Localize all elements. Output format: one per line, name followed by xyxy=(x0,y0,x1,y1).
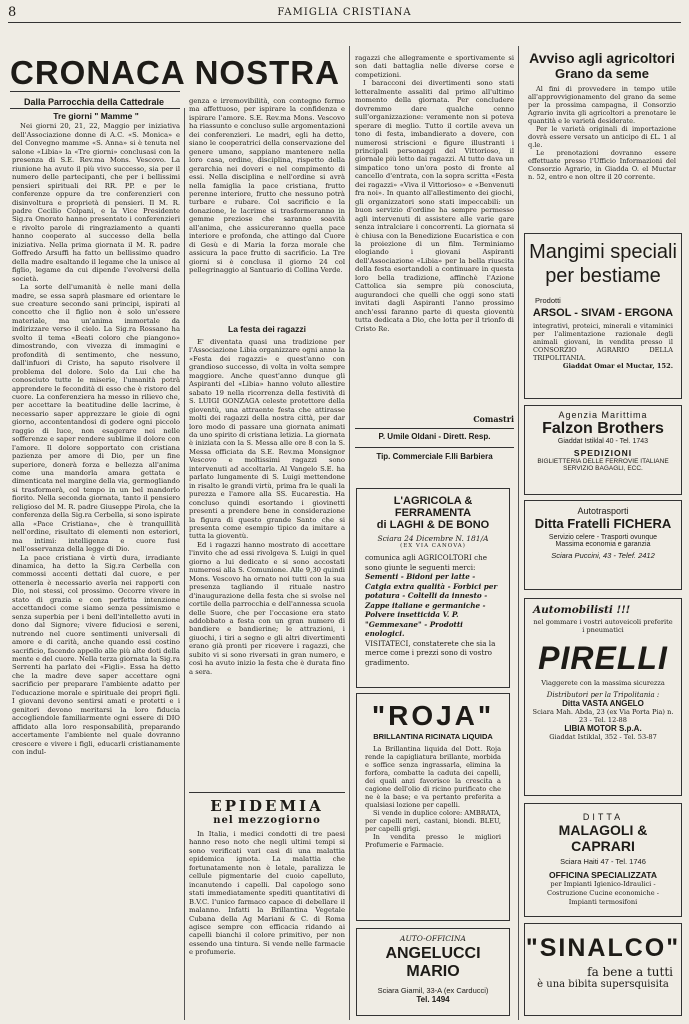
ad-mangimi-line2: per bestiame xyxy=(545,265,661,287)
ad-pirelli-dist2-address: Giaddat Istiklal, 352 - Tel. 53-87 xyxy=(549,733,657,741)
ad-falzon-address: Giaddat Istiklal 40 - Tel. 1743 xyxy=(557,438,649,445)
article-mamme xyxy=(12,112,180,1017)
section-title: CRONACA NOSTRA xyxy=(10,54,340,91)
imprint-rule xyxy=(355,428,514,429)
article-mamme-paragraph: Nei giorni 20, 21, 22, Maggio per iniziativa dell'Associazione donne di A.C. «S. Monica» e del Convegno mamme «S. Anna» si è tenuta nel salone «Libia» la «Tre giorni» conclusasi con la presenza di S.E. Rev.ma Mons. Vescovo. La riunione ha avuto il più vivo successo, sia per il numero delle partecipanti, che per i bellissimi pensieri spirituali dei RR. PP. e per le conferenze oppure da tre conferenzieri con disinvoltura e proprietà di pensieri. Il M. R. padre Cecilio Colpani, e la Vice Presidente Sig.ra Onorato hanno presentato i conferenzieri e rivolto parole di ringraziamento a quanti hanno cooperato al successo della bella iniziativa. Nella prima giornata il M. R. padre Goffredo Arsuffi ha fatto un bellissimo quadro della madre esaltando il legame che la unisce al figlio, legame da cui dipende l'evolversi della società. xyxy=(12,122,180,283)
ad-fichera-line1: Servizio celere - Trasporti ovunque xyxy=(548,534,658,541)
article-festa-continued xyxy=(355,54,514,412)
ad-falzon-line1: BIGLIETTERIA DELLE FERROVIE ITALIANE xyxy=(537,458,669,465)
column-divider-1 xyxy=(184,108,185,1020)
ad-agricola-title-2: di LAGHI & DE BONO xyxy=(376,519,490,531)
ad-malagoli-line1: OFFICINA SPECIALIZZATA xyxy=(549,870,657,880)
ad-mangimi-prodotti: Prodotti xyxy=(535,296,561,305)
ad-mangimi-body: integrativi, proteici, minerali e vitaminici per l'alimentazione razionale degli animali giovani, in vendita presso il CONSORZIO AGRARIO DELLA TRIPOLITANIA. xyxy=(533,322,673,362)
article-festa-title: La festa dei ragazzi xyxy=(228,324,306,334)
ad-fichera-name: Ditta Fratelli FICHERA xyxy=(534,516,672,531)
ad-roja-brand: "ROJA" xyxy=(371,700,495,731)
epidemia-rule xyxy=(189,792,345,793)
ad-fichera-line2: Massima economia e garanzia xyxy=(555,541,651,548)
ad-fichera-address: Sciara Puccini, 43 - Telef. 2412 xyxy=(551,551,655,560)
ad-malagoli-line2: per Impianti Igienico-Idraulici - Costruzione Cucine economiche - Impianti termosifoni xyxy=(547,880,659,906)
ad-sinalco xyxy=(524,923,682,1016)
ad-mangimi xyxy=(524,233,682,399)
imprint-printer: Tip. Commerciale F.lli Barbiera xyxy=(376,452,493,461)
ad-falzon-name: Falzon Brothers xyxy=(542,420,664,437)
ad-pirelli-dist1-name: Ditta VASTA ANGELO xyxy=(562,699,644,708)
ad-sinalco-line1: fa bene a tutti xyxy=(587,965,673,979)
ad-avviso-body-2: Per le varietà originali di importazione dovrà essere versato un anticipo di £L. 1 al q.le. xyxy=(528,125,676,149)
ad-agricola-ferramenta xyxy=(356,488,510,688)
article-epidemia-title: EPIDEMIA xyxy=(210,797,324,815)
ad-fichera xyxy=(524,500,682,590)
page-number: 8 xyxy=(8,5,17,20)
sinalco-logo: "SINALCO" xyxy=(525,934,681,962)
ad-agricola-address: Sciara 24 Dicembre N. 181/A xyxy=(377,534,489,543)
ad-angelucci-kicker: AUTO-OFFICINA xyxy=(400,934,466,943)
subtitle-rule xyxy=(10,108,180,109)
article-mamme-paragraph: genza e irremovibilità, con contegno fermo ma affettuoso, per ispirare la confidenza e ispirare l'amore. S.E. Rev.ma Mons. Vescovo ha riassunto e concluso sulle argomentazioni dei conferenzieri. Le madri, egli ha detto, siano le cooperatrici della conservazione del genere umano, sappiano mantenere nella loro casa, ordine, disciplina, rispetto della gerarchia nei doveri e nel compimento di essi. Nella disciplina e nell'ordine si avrà nella famiglia la pace cristiana, frutto perenne interiore, frutto che nessuno potrà turbare e rubare. Col sacrificio e la donazione, le lacrime si trasformeranno in gemme preziose che saranno soavità all'anima, che assicureranno quella pace interiore e profonda, che attingo dal Cuore di Gesù e di Maria la forza morale che assicura la pace frutto di sacrificio. La Tre giorni si è conclusa il giorno 24 col pellegrinaggio al Santuario di Collina Verde. xyxy=(189,97,345,275)
ad-agricola-goods: Sementi - Bidoni per latte - Catgia extra qualità - Forbici per potatura - Coltelli da innesto - Zappe italiane e germaniche - Polvere insetticida V. P. "Gemmexane" - Prodotti enologici. xyxy=(365,572,498,638)
ad-fichera-kicker: Autotrasporti xyxy=(577,506,629,516)
imprint-director: P. Umile Oldani - Dirett. Resp. xyxy=(378,432,491,441)
article-mamme-paragraph: La sorte dell'umanità è nelle mani della madre, se essa saprà plasmare ed orientare le sue creature secondo sani principi, ispirati al concetto che il figlio non è solo un'essere materiale, ma un'anima immortale da indirizzare verso il cielo. La Sig.ra Rossano ha svolto il tema «Beati coloro che piangono» dimostrando, con vivezza di immagini e profondità di sentimento, che nessuno, dall'infuori di Cristo, ha saputo risolvere il problema del dolore. Solo da Lui che ha conosciuto tutte le miserie, l'umanità potrà apprendere le fecondità di esso che è ristoro del cuore. La conferenziera ha messo in rilievo che, per accettare la beatitudine delle lacrime, è necessario saper apprezzare le gioie di ogni giorno, accontentandosi di godere ogni piccolo raggio di luce, non esagerare nei nelle sofferenze e saper rendere sublime il dolore con l'amore. Il dolore sopportato con cristiana pazienza per amore di Dio, per un fine superiore, donerà forza e bellezza all'anima come una mandorla amara gettata e dimenticata nel margine della via, germogliando si trasformerà, col tempo in un bel mandorlo fiorito. Nella seconda giornata, tanto il pensiero religioso del M. R. padre Giuseppe Pirola, che la conferenza della Sig.ra Cerbella, si sono ispirate alla «Pace Cristiana», che è tranquillità nell'ordine, risultato di elementi non esteriori, ma intimi: intelligenza e cuore fusi nell'osservanza della legge di Dio. xyxy=(12,283,180,554)
ad-avviso-body: Al fini di provvedere in tempo utile all'approvvigionamento del grano da seme per la prossima campagna, il Consorzio Agrario invita gli agricoltori a prenotare le quantità e le varietà desiderate. xyxy=(528,85,676,125)
ad-mangimi-brands: ARSOL - SIVAM - ERGONA xyxy=(532,307,674,319)
page-header xyxy=(8,4,681,23)
ad-pirelli xyxy=(524,598,682,796)
ad-angelucci-address: Sciara Giamil, 33-A (ex Carducci) xyxy=(377,986,489,995)
column-divider-3 xyxy=(518,46,519,1020)
article-festa-paragraph: I baracconi dei divertimenti sono stati letteralmente assaliti dal primo all'ultimo momento della giornata. Per concludere dovremmo dare qualche cenno sull'organizzazione: veramente non si poteva sperare di meglio. Tutto il cortile aveva un tono di festa, imbandierato a dovere, con numerosi striscioni e figure illustranti i principali personaggi del Vittorioso, il giornale più letto dai ragazzi. Al tutto dava un simpatico tono un'ora posto di fronte al cancello d'entrata, con la sopra scritta «Festa dei ragazzi» «Viva il Vittorioso» e «Benvenuti fra noi». In quanto all'allestimento dei giochi, gli organizzatori sono stati impeccabili: un buon servizio d'ordine ha sempre permesso agli intervenuti di assistere alle varie gare senza intralciare i concorrenti. La giornata si è chiusa con la Benedizione Eucaristica e con la proiezione di un film. Terminiamo elogiando i giovani Aspiranti dell'Associazione «Libia» per la bella riuscita della festa esortandoli a continuare in questa loro bella tradizione, affinchè l'Azione Cattolica sia sempre più conosciuta, augurandoci che quelli che oggi sono stati invitati dagli Aspiranti l'anno prossimo anch'essi faranno parte di questa gioventù tutta dedicata a Dio, che lotta per il trionfo di Cristo Re. xyxy=(355,79,514,333)
ad-pirelli-distributors: Distributori per la Tripolitania : xyxy=(546,691,660,699)
article-epidemia-subtitle: nel mezzogiorno xyxy=(213,815,321,826)
ad-falzon-line2: SERVIZIO BAGAGLI, ECC. xyxy=(563,465,643,472)
ad-pirelli-line: Viaggerete con la massima sicurezza xyxy=(541,679,665,687)
ad-avviso-subtitle: Grano da seme xyxy=(555,66,649,81)
ad-avviso-agricoltori xyxy=(522,50,682,228)
ad-mangimi-line1: Mangimi speciali xyxy=(529,241,677,263)
title-rule xyxy=(10,91,180,92)
ad-angelucci xyxy=(356,928,510,1016)
ad-pirelli-intro: nel gommare i vostri autoveicoli preferite i pneumatici xyxy=(533,618,673,634)
pirelli-logo: PIRELLI xyxy=(538,640,668,676)
ad-avviso-body-3: Le prenotazioni dovranno essere effettuate presso l'Ufficio Informazioni del Consorzio Agrario, in Giadda O. el Muctar n. 52, entro e non oltre il 20 corrente. xyxy=(528,149,676,181)
ad-mangimi-address: Giaddat Omar el Muctar, 152. xyxy=(562,362,673,370)
ad-falzon-kicker: Agenzia Marittima xyxy=(558,410,648,420)
ad-malagoli-kicker: DITTA xyxy=(582,812,624,822)
ad-roja-sold: In vendita presso le migliori Profumerie e Farmacie. xyxy=(365,833,501,849)
ad-pirelli-dist1-address: Sciara Mah. Abda, 23 (ex Via Porta Pia) n. 23 - Tel. 12-88 xyxy=(532,708,674,724)
imprint-rule-2 xyxy=(355,447,514,448)
ad-malagoli-name: MALAGOLI & CAPRARI xyxy=(558,822,648,854)
ad-malagoli xyxy=(524,803,682,917)
ad-agricola-visitateci: VISITATECI, constaterete che sia la merce come i prezzi sono di vostro gradimento. xyxy=(365,638,496,667)
ad-pirelli-title: Automobilisti !!! xyxy=(533,604,631,616)
ad-sinalco-line2: è una bibita supersquisita xyxy=(537,979,669,990)
ad-roja-variants: Si vende in duplice colore: AMBRATA, per capelli neri, castani, biondi. BLEU, per capelli grigi. xyxy=(365,809,501,833)
column-divider-2 xyxy=(349,46,350,1020)
ad-roja-body: La Brillantina liquida del Dott. Roja rende la capigliatura brillante, morbida e soffice senza ingrassarla, elimina la forfora, combatte la caduta dei capelli, dei quali anzi favorisce la crescita a cagione dell'olio di ricino purificato che ne è la base; e va pertanto preferita a qualsiasi lozione per capelli. xyxy=(365,745,501,809)
ad-agricola-intro: comunica agli AGRICOLTORI che sono giunte le seguenti merci: xyxy=(365,553,487,572)
ad-avviso-title: Avviso agli agricoltori xyxy=(529,50,675,66)
ad-malagoli-address: Sciara Haiti 47 - Tel. 1746 xyxy=(560,857,646,866)
article-signature: Comastri xyxy=(473,414,514,424)
ad-falzon xyxy=(524,405,682,495)
article-epidemia xyxy=(189,830,345,1018)
article-festa-paragraph: E' diventata quasi una tradizione per l'Associazione Libia organizzare ogni anno la «Festa dei ragazzi» e quest'anno con grandioso successo, di volta in volta sempre maggiore. Anche quest'anno dunque gli Aspiranti del «Libia» hanno voluto allestire sabato 19 nella ricorrenza della festività di S. LUIGI GONZAGA celeste protettore della gioventù, una attraente festa che attirasse molti dei ragazzi della nostra città, per dar loro modo di passare una giornata animati da uno spirito di cristiana letizia. La giornata è iniziata con la S. Messa alle ore 8 con la S. Messa officiata da S.E. Rev.ma Monsignor Vescovo e moltissimi ragazzi sono intervenuti ad accoltarla. Al Vangelo S.E. ha parlato lungamente di S. Luigi mettendone in risalto le grandi virtù, prima fra le quali la purezza e l'amore alla SS. Eucarestia. Ha concluso quindi esortando i giovinetti presenti a prendere bene in considerazione la figura di questo grande Santo che si presenta come esempio tipico da imitare a tutta la gioventù. xyxy=(189,338,345,541)
article-epidemia-paragraph: In Italia, i medici condotti di tre paesi hanno reso noto che negli ultimi tempi si sono verificati vari casi di una malattia epidemica ignota. La malattia che fortunatamente non è letale, paralizza le cellule pigmentarie del cuoio capelluto, incanutendo i capelli. Dal capologo sono stati immediatamente spediti quantitativi di B.V.C. l'unico farmaco capace di debellare il malanno. Infatti la Brillantina Vegetale Cubana della Ag Mariani & C. di Roma agisce sempre con efficacia ridando ai capelli bianchi il colore primitivo, per non essendo una tintura. Si vende nelle farmacie e profumerie. xyxy=(189,830,345,957)
ad-falzon-spedizioni: SPEDIZIONI xyxy=(573,448,633,458)
publication-title: FAMIGLIA CRISTIANA xyxy=(277,7,412,18)
subtitle: Dalla Parrocchia della Cattedrale xyxy=(24,97,165,107)
article-mamme-continued xyxy=(189,97,345,309)
ad-pirelli-dist2-name: LIBIA MOTOR S.p.A. xyxy=(564,724,642,733)
article-mamme-paragraph: La pace cristiana è virtù dura, irradiante dinamica, ha detto la Sig.ra Cerbella con commossi accenti dettati dal cuore, e per ottenerla è necessario averla nei rapporti con Dio, noi stessi, col prossimo. Occorre vivere in stato di grazia e con perfetta intenzione accettandoci come siamo senza pessimismo e senza superbia per i beni dell'intelletto avuti in dono dal Signore; vivere fiduciosi e sereni, nutrendo nel cuore sentimenti universali di amore e di carità, anche quando essi costino sacrificio, facendo appello alle più alte doti della mente e del cuore. Nella terza giornata la Sig.ra Serrenti ha parlato dei «Figli». Essa ha detto che la madre deve saper accettare ogni sacrificio per preparare l'ambiente adatto per l'educazione morale e spirituale dei propri figli. I giovani devono sentirsi amati e protetti e i genitori devono meritarsi la loro fiducia accogliendole familiarmente ogni essere di DIO affidato alla loro responsabilità, preparando accertamente l'ambiente nel quale dovranno crescere e vivere i figli, educarli cristianamente con indul- xyxy=(12,553,180,756)
ad-agricola-title: L'AGRICOLA & FERRAMENTA xyxy=(393,495,473,519)
article-festa-paragraph: Ed i ragazzi hanno mostrato di accettare l'invito che ad essi rivolgeva S. Luigi in quel giorno a lui dedicato e si sono accostati numerosi alla S. Comunione. Alle 9,30 quindi Mons. Vescovo ha ornato noi tutti con la sua presenza tagliando il rituale nastro d'inaugurazione della festa che si svolse nel cortile della parrocchia e dell'annessa scuola delle Suore, che per l'occasione era stato addobbato a festa con un gran numero di bandiere e bandierine; le attrazioni, i giuochi, i tiri a segno e gli altri divertimenti erano già pronti per ricevere i ragazzi, che subito vi si sono riversati in gran numero, e così ha avuto inizio la festa che è durata fino a sera. xyxy=(189,540,345,676)
ad-agricola-address-note: (EX VIA CANOVA) xyxy=(400,543,466,549)
ad-roja-tagline: BRILLANTINA RICINATA LIQUIDA xyxy=(373,732,493,741)
ad-angelucci-tel: Tel. 1494 xyxy=(416,995,450,1004)
article-mamme-title: Tre giorni " Mamme " xyxy=(53,112,139,121)
article-festa-ragazzi xyxy=(189,338,345,784)
ad-roja xyxy=(356,693,510,921)
article-festa-paragraph: ragazzi che allegramente e sportivamente si son dati battaglia nelle diverse corse e competizioni. xyxy=(355,54,514,79)
ad-angelucci-name: ANGELUCCI MARIO xyxy=(385,945,481,980)
